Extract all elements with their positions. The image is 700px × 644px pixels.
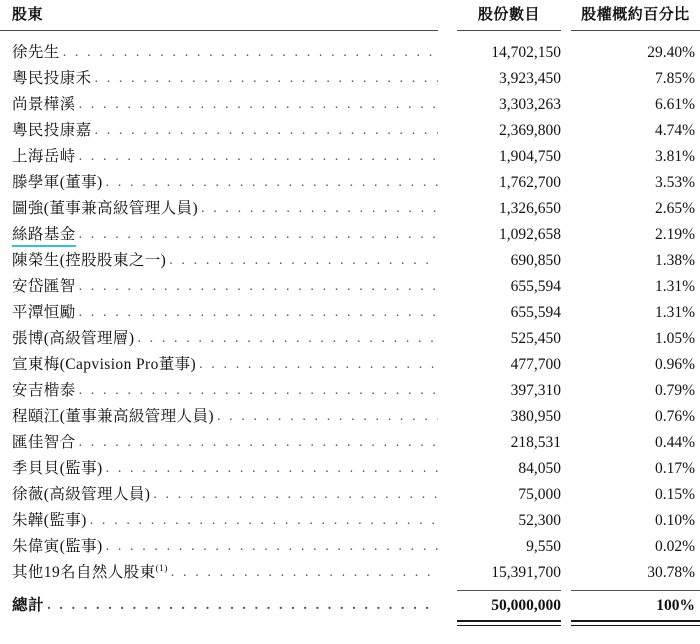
shareholder-name: 平潭恒勵: [12, 303, 76, 321]
table-row: [0, 508, 700, 534]
cell-shares: 1,904,750: [499, 147, 561, 165]
cell-percent: 6.61%: [654, 95, 695, 113]
cell-percent: 0.79%: [654, 381, 695, 399]
shareholder-name: 匯佳智合: [12, 433, 76, 451]
cell-shareholder-name: [0, 196, 438, 222]
cell-shares: 14,702,150: [491, 43, 561, 61]
dot-leader: [217, 409, 438, 425]
table-row: [0, 404, 700, 430]
shareholder-name: 朱偉寅(監事): [12, 537, 103, 555]
cell-shares: 1,762,700: [499, 173, 561, 191]
cell-shareholder-name: [0, 66, 438, 92]
cell-shareholder-name: [0, 508, 438, 534]
cell-percent: 4.74%: [654, 121, 695, 139]
table-row: [0, 352, 700, 378]
cell-shares: 1,092,658: [499, 225, 561, 243]
cell-percent: 0.15%: [654, 485, 695, 503]
cell-shareholder-name: [0, 40, 438, 66]
dot-leader: [79, 227, 438, 243]
shareholder-name: 圖強(董事兼高級管理人員): [12, 199, 199, 217]
cell-shareholder-name: [0, 248, 438, 274]
cell-shareholder-name: [0, 352, 438, 378]
table-row: [0, 170, 700, 196]
table-row: [0, 560, 700, 586]
column-header-percent-label: 股權概約百分比: [571, 0, 700, 31]
cell-percent: 0.10%: [654, 511, 695, 529]
shareholder-name: 上海岳峙: [12, 147, 76, 165]
cell-shares: 2,369,800: [499, 121, 561, 139]
total-double-rule-shares: [457, 617, 561, 626]
cell-shares: 397,310: [510, 381, 561, 399]
total-row: [0, 590, 700, 617]
cell-shareholder-name: [0, 456, 438, 482]
shareholder-name-group: [12, 560, 168, 582]
cell-shares: 9,550: [526, 537, 561, 555]
cell-shares: 218,531: [510, 433, 561, 451]
cell-percent: 0.44%: [654, 433, 695, 451]
dot-leader: [137, 331, 438, 347]
dot-leader: [79, 149, 438, 165]
shareholder-name: 徐先生: [12, 43, 60, 61]
cell-percent: 0.96%: [654, 355, 695, 373]
dot-leader: [79, 305, 438, 321]
column-header-percent: [571, 0, 700, 31]
cell-shares: 3,923,450: [499, 69, 561, 87]
shareholder-name: 張博(高級管理層): [12, 329, 135, 347]
table-row: [0, 144, 700, 170]
cell-shares: 690,850: [510, 251, 561, 269]
table-row: [0, 248, 700, 274]
table-row: [0, 430, 700, 456]
shareholder-name: 安吉楷泰: [12, 381, 76, 399]
cell-shares: 380,950: [510, 407, 561, 425]
shareholder-name: 朱韡(監事): [12, 511, 87, 529]
cell-shareholder-name: [0, 118, 438, 144]
dot-leader: [79, 435, 438, 451]
cell-shares: 655,594: [510, 303, 561, 321]
table-row: [0, 534, 700, 560]
cell-percent: 2.19%: [654, 225, 695, 243]
cell-percent: 0.17%: [654, 459, 695, 477]
dot-leader: [47, 598, 438, 614]
column-header-shares: [457, 0, 561, 31]
column-header-shares-label: 股份數目: [457, 0, 561, 31]
dot-leader: [201, 201, 438, 217]
dot-leader: [95, 71, 438, 87]
header-gap-1: [438, 0, 457, 31]
cell-percent: 1.31%: [654, 303, 695, 321]
shareholder-name: 滕學軍(董事): [12, 173, 103, 191]
header-body-spacer: [0, 31, 700, 40]
cell-shareholder-name: [0, 404, 438, 430]
dot-leader: [106, 539, 438, 555]
cell-shares: 655,594: [510, 277, 561, 295]
table-row: [0, 482, 700, 508]
table-row: [0, 66, 700, 92]
cell-shareholder-name: [0, 300, 438, 326]
total-double-rule-percent: [571, 617, 700, 626]
shareholder-name: 安岱匯智: [12, 277, 76, 295]
table-row: [0, 222, 700, 248]
cell-shareholder-name: [0, 274, 438, 300]
shareholder-name: 季貝貝(監事): [12, 459, 103, 477]
cell-total-label: [0, 590, 438, 617]
cell-shares: 1,326,650: [499, 199, 561, 217]
dot-leader: [79, 97, 438, 113]
shareholder-name: 粵民投康嘉: [12, 121, 92, 139]
table-row: [0, 456, 700, 482]
footnote-marker[interactable]: (1): [155, 563, 168, 574]
table-row: [0, 300, 700, 326]
cell-percent: 2.65%: [654, 199, 695, 217]
cell-percent: 1.38%: [654, 251, 695, 269]
dot-leader: [79, 383, 438, 399]
shareholder-name: 徐薇(高級管理人員): [12, 485, 151, 503]
cell-shares: 52,300: [518, 511, 561, 529]
cell-shares: 3,303,263: [499, 95, 561, 113]
cell-shares: 477,700: [510, 355, 561, 373]
dot-leader: [199, 357, 438, 373]
cell-shareholder-name: [0, 560, 438, 586]
cell-shareholder-name: [0, 482, 438, 508]
dot-leader: [79, 279, 438, 295]
cell-total-percent: 100%: [656, 597, 695, 615]
header-gap-2: [561, 0, 571, 31]
dot-leader: [169, 253, 438, 269]
cell-percent: 3.53%: [654, 173, 695, 191]
cell-shareholder-name: [0, 170, 438, 196]
dot-leader: [90, 513, 438, 529]
table-row: [0, 118, 700, 144]
table-row: [0, 196, 700, 222]
cell-percent: 1.31%: [654, 277, 695, 295]
table-row: [0, 40, 700, 66]
shareholder-name: 尚景樺溪: [12, 95, 76, 113]
total-double-rule-row: [0, 617, 700, 626]
cell-shareholder-name: [0, 534, 438, 560]
cell-percent: 1.05%: [654, 329, 695, 347]
header-row: [0, 0, 700, 31]
table-header: [0, 0, 700, 31]
total-label: 總計: [12, 597, 45, 615]
shareholder-name-highlighted[interactable]: 絲路基金: [12, 222, 76, 247]
cell-percent: 7.85%: [654, 69, 695, 87]
shareholder-name: 陳榮生(控股股東之一): [12, 251, 167, 269]
table-row: [0, 92, 700, 118]
dot-leader: [171, 565, 438, 581]
shareholder-name: 粵民投康禾: [12, 69, 92, 87]
column-header-shareholder: [0, 0, 438, 31]
shareholder-name-text: 其他19名自然人股東: [12, 563, 156, 581]
dot-leader: [153, 487, 438, 503]
table-row: [0, 378, 700, 404]
cell-shareholder-name: [0, 144, 438, 170]
cell-total-shares: 50,000,000: [491, 597, 561, 615]
cell-shareholder-name: [0, 222, 438, 248]
cell-shares: 525,450: [510, 329, 561, 347]
column-header-shareholder-label: 股東: [0, 0, 438, 31]
cell-shareholder-name: [0, 92, 438, 118]
cell-percent: 3.81%: [654, 147, 695, 165]
table-row: [0, 326, 700, 352]
cell-shareholder-name: [0, 326, 438, 352]
cell-shareholder-name: [0, 378, 438, 404]
dot-leader: [95, 123, 438, 139]
cell-shares: 15,391,700: [491, 563, 561, 581]
cell-percent: 29.40%: [647, 43, 695, 61]
table-row: [0, 274, 700, 300]
dot-leader: [106, 461, 438, 477]
table-body: [0, 31, 700, 627]
cell-percent: 30.78%: [647, 563, 695, 581]
shareholder-name: 程頤江(董事兼高級管理人員): [12, 407, 214, 425]
cell-shareholder-name: [0, 430, 438, 456]
shareholder-name: 宣東梅(Capvision Pro董事): [12, 355, 197, 373]
cell-shares: 75,000: [518, 485, 561, 503]
dot-leader: [106, 175, 438, 191]
dot-leader: [63, 45, 438, 61]
cell-percent: 0.76%: [654, 407, 695, 425]
cell-percent: 0.02%: [654, 537, 695, 555]
cell-shares: 84,050: [518, 459, 561, 477]
